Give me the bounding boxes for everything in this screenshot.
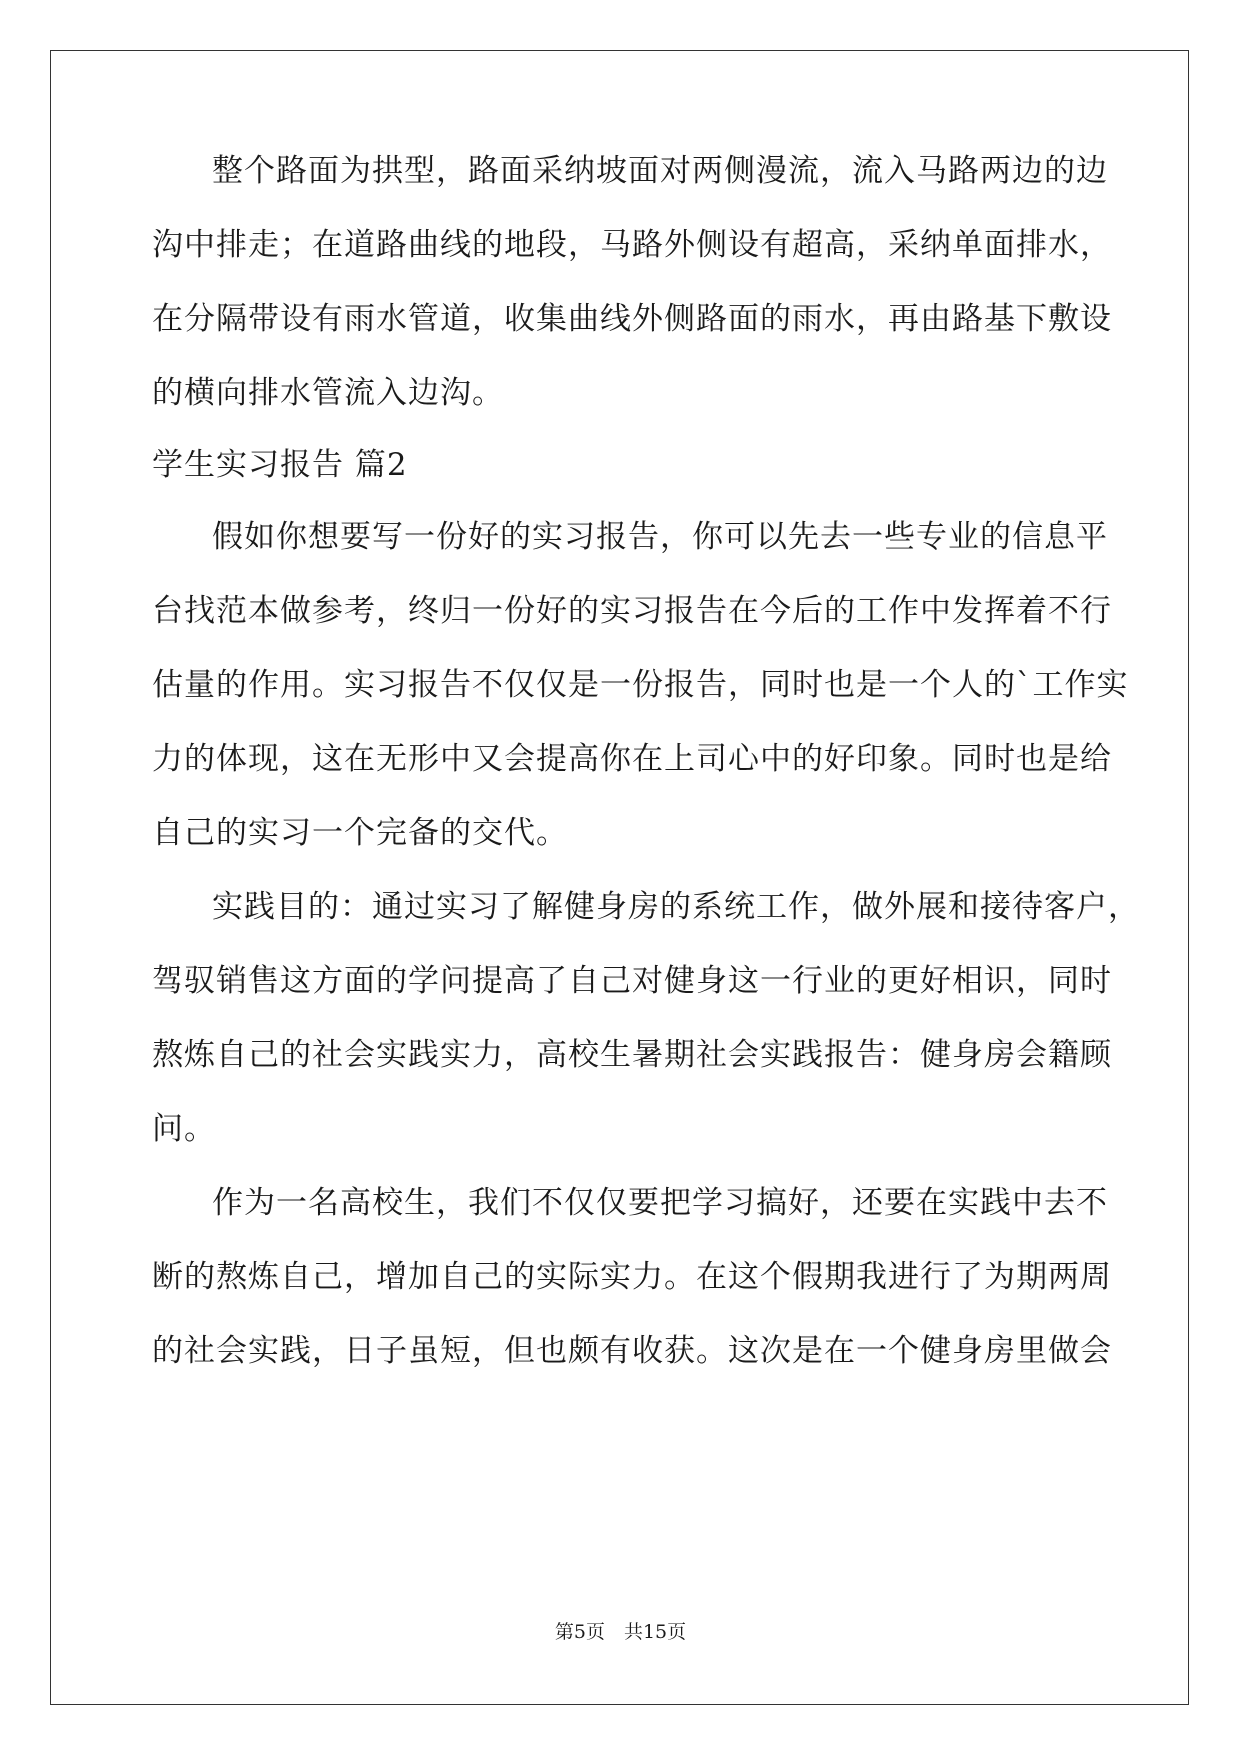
paragraph-line: 自己的实习一个完备的交代。	[152, 815, 568, 851]
section-heading: 学生实习报告 篇2	[152, 447, 408, 483]
paragraph-line: 问。	[152, 1111, 216, 1147]
paragraph-line: 力的体现，这在无形中又会提高你在上司心中的好印象。同时也是给	[152, 741, 1112, 777]
paragraph-line: 的社会实践，日子虽短，但也颇有收获。这次是在一个健身房里做会	[152, 1333, 1112, 1369]
paragraph-line: 台找范本做参考，终归一份好的实习报告在今后的工作中发挥着不行	[152, 593, 1112, 629]
paragraph-line: 熬炼自己的社会实践实力，高校生暑期社会实践报告：健身房会籍顾	[152, 1037, 1112, 1073]
paragraph-line: 的横向排水管流入边沟。	[152, 375, 504, 411]
paragraph-line: 在分隔带设有雨水管道，收集曲线外侧路面的雨水，再由路基下敷设	[152, 301, 1112, 337]
paragraph-line: 假如你想要写一份好的实习报告，你可以先去一些专业的信息平	[212, 519, 1108, 555]
paragraph-line: 整个路面为拱型，路面采纳坡面对两侧漫流，流入马路两边的边	[212, 153, 1108, 189]
paragraph-line: 断的熬炼自己，增加自己的实际实力。在这个假期我进行了为期两周	[152, 1259, 1112, 1295]
page-number-footer: 第5页 共15页	[554, 1621, 687, 1643]
paragraph-line: 沟中排走；在道路曲线的地段，马路外侧设有超高，采纳单面排水，	[152, 227, 1112, 263]
paragraph-line: 实践目的：通过实习了解健身房的系统工作，做外展和接待客户，	[212, 889, 1140, 925]
paragraph-line: 估量的作用。实习报告不仅仅是一份报告，同时也是一个人的`工作实	[152, 667, 1129, 703]
paragraph-line: 作为一名高校生，我们不仅仅要把学习搞好，还要在实践中去不	[212, 1185, 1108, 1221]
paragraph-line: 驾驭销售这方面的学问提高了自己对健身这一行业的更好相识，同时	[152, 963, 1112, 999]
